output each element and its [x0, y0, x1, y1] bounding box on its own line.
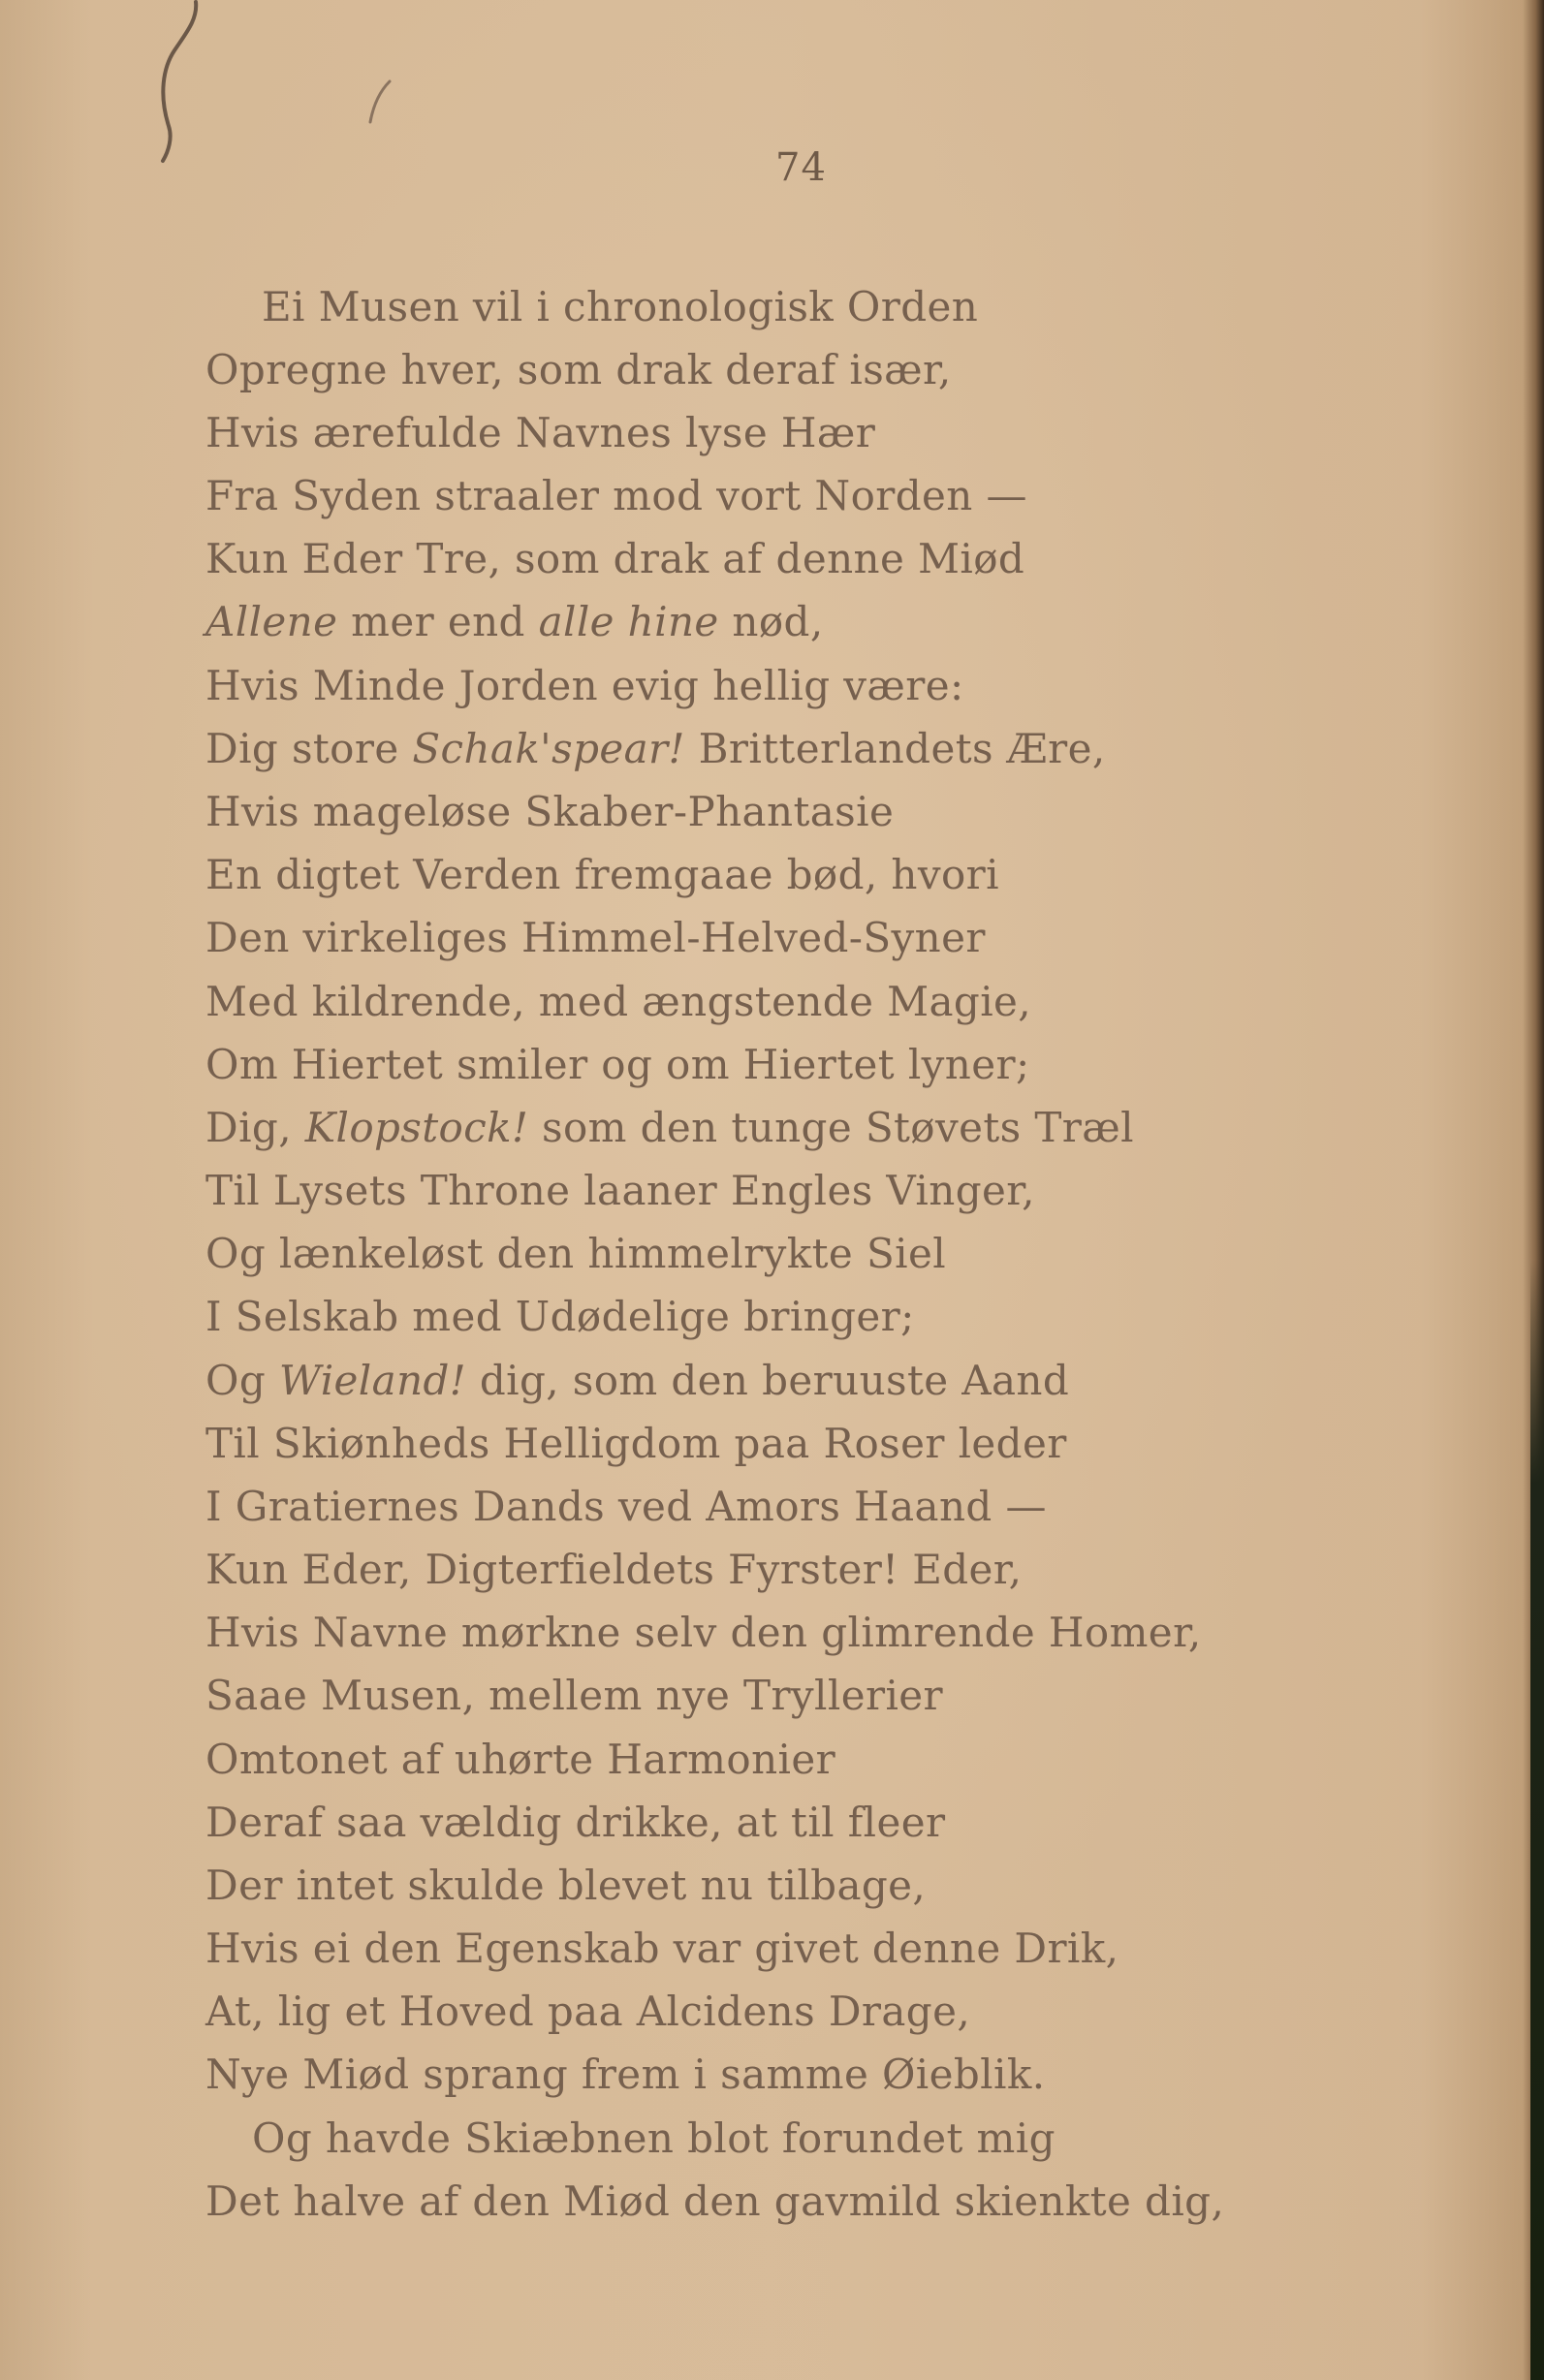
italic-name: Schak'spear!: [412, 725, 685, 772]
italic-name: Wieland!: [278, 1357, 467, 1404]
line-text: dig, som den beruuste Aand: [466, 1357, 1070, 1404]
line-text: Hvis ei den Egenskab var givet denne Drik,: [205, 1925, 1119, 1972]
poem-line: [205, 1609, 1202, 1657]
poem-line: [205, 598, 824, 646]
poem-line: [205, 788, 894, 836]
poem-line: [205, 662, 964, 710]
line-text: At, lig et Hoved paa Alcidens Drage,: [205, 1988, 971, 2035]
poem-line: [205, 1357, 1069, 1405]
line-text: Med kildrende, med ængstende Magie,: [205, 978, 1032, 1025]
poem-line: [205, 978, 1031, 1026]
line-text: Hvis mageløse Skaber-Phantasie: [205, 788, 895, 835]
poem-line: [252, 2114, 1056, 2163]
poem-line: [205, 1041, 1030, 1089]
poem-line: [205, 851, 999, 899]
poem-line: [205, 1483, 1047, 1531]
italic-name: alle hine: [538, 598, 719, 645]
line-text: Til Skiønheds Helligdom paa Roser leder: [205, 1420, 1067, 1467]
line-text: Britterlandets Ære,: [684, 725, 1106, 772]
poem-line: [205, 346, 952, 394]
poem-line: [205, 1925, 1119, 1973]
poem-line: [205, 1862, 926, 1910]
poem-line: [205, 2177, 1224, 2226]
line-text: Og: [205, 1357, 279, 1404]
poem-line: [205, 1799, 946, 1847]
line-text: Deraf saa vældig drikke, at til fleer: [205, 1799, 946, 1846]
line-text: Opregne hver, som drak deraf især,: [205, 346, 952, 393]
line-text: Om Hiertet smiler og om Hiertet lyner;: [205, 1041, 1030, 1088]
page-number: 74: [775, 145, 827, 190]
line-text: Det halve af den Miød den gavmild skienkte dig,: [205, 2177, 1225, 2225]
poem-line: [205, 1104, 1134, 1152]
line-text: Saae Musen, mellem nye Tryllerier: [205, 1672, 944, 1719]
poem-line: [205, 1167, 1035, 1215]
line-text: Fra Syden straaler mod vort Norden —: [205, 472, 1027, 519]
page-edge: [1530, 1260, 1544, 2380]
poem-line: [262, 283, 978, 331]
poem-line: [205, 1420, 1067, 1468]
line-text: som den tunge Støvets Træl: [528, 1104, 1134, 1151]
line-text: Omtonet af uhørte Harmonier: [205, 1736, 836, 1783]
line-text: En digtet Verden fremgaae bød, hvori: [205, 851, 999, 898]
poem-line: [205, 1672, 943, 1720]
poem-line: [205, 1230, 946, 1278]
line-text: Hvis ærefulde Navnes lyse Hær: [205, 409, 876, 456]
poem-line: [205, 409, 875, 457]
line-text: nød,: [718, 598, 824, 645]
poem-line: [205, 2051, 1045, 2099]
poem-line: [205, 914, 986, 962]
line-text: I Selskab med Udødelige bringer;: [205, 1293, 915, 1340]
poem-line: [205, 1546, 1022, 1594]
line-text: I Gratiernes Dands ved Amors Haand —: [205, 1483, 1047, 1530]
line-text: Kun Eder, Digterfieldets Fyrster! Eder,: [205, 1546, 1023, 1593]
italic-name: Allene: [205, 598, 338, 645]
line-text: Den virkeliges Himmel-Helved-Syner: [205, 914, 986, 961]
line-text: Hvis Navne mørkne selv den glimrende Homer,: [205, 1609, 1202, 1656]
line-text: Der intet skulde blevet nu tilbage,: [205, 1862, 927, 1909]
line-text: Nye Miød sprang frem i samme Øieblik.: [205, 2051, 1046, 2098]
poem-line: [205, 1293, 915, 1341]
poem-line: [205, 472, 1027, 520]
line-text: Dig,: [205, 1104, 305, 1151]
line-text: Og havde Skiæbnen blot forundet mig: [252, 2114, 1056, 2162]
poem-line: [205, 535, 1024, 583]
line-text: Og lænkeløst den himmelrykte Siel: [205, 1230, 947, 1277]
poem-line: [205, 1736, 835, 1784]
line-text: Ei Musen vil i chronologisk Orden: [262, 283, 979, 330]
italic-name: Klopstock!: [304, 1104, 529, 1151]
line-text: Til Lysets Throne laaner Engles Vinger,: [205, 1167, 1035, 1214]
poem-line: [205, 725, 1106, 773]
line-text: Kun Eder Tre, som drak af denne Miød: [205, 535, 1025, 582]
poem-line: [205, 1988, 970, 2036]
line-text: mer end: [337, 598, 539, 645]
line-text: Dig store: [205, 725, 413, 772]
line-text: Hvis Minde Jorden evig hellig være:: [205, 662, 964, 709]
